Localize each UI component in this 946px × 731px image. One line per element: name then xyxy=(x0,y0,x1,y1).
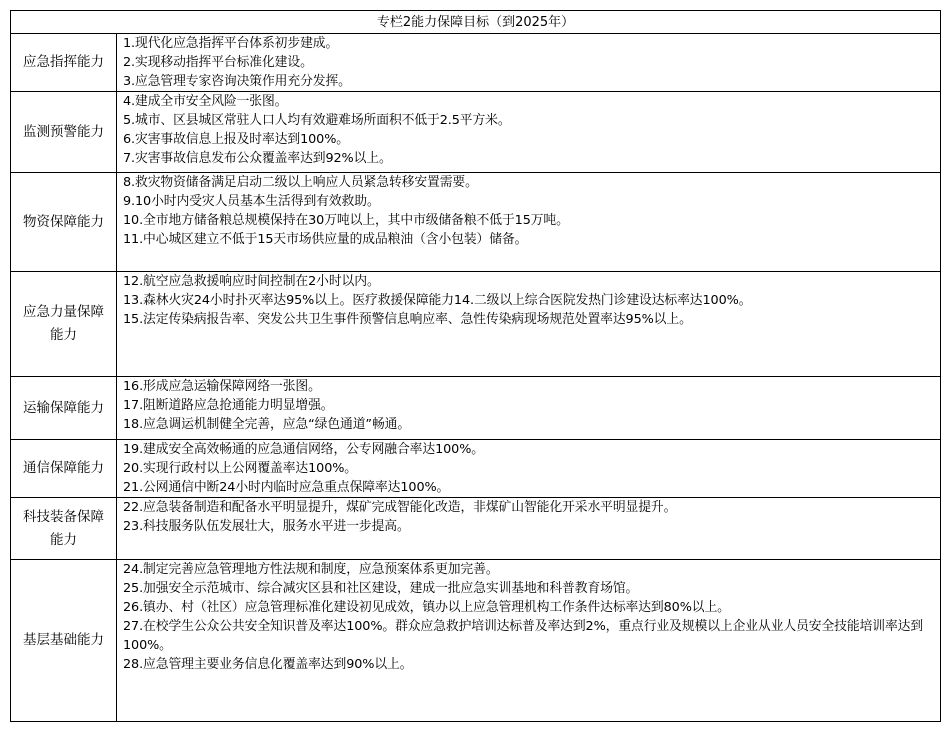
goal-item: 9.10小时内受灾人员基本生活得到有效救助。 xyxy=(123,194,380,209)
goal-item: 1.现代化应急指挥平台体系初步建成。 xyxy=(123,36,339,51)
table-row xyxy=(11,377,941,440)
category-label: 应急力量保障能力 xyxy=(23,304,104,343)
category-cell xyxy=(11,440,117,498)
category-cell xyxy=(11,560,117,722)
goal-item: 24.制定完善应急管理地方性法规和制度，应急预案体系更加完善。 xyxy=(123,562,499,577)
goal-item: 19.建成安全高效畅通的应急通信网络，公专网融合率达100%。 xyxy=(123,442,484,457)
items-cell xyxy=(117,92,941,173)
goal-item: 11.中心城区建立不低于15天市场供应量的成品粮油（含小包装）储备。 xyxy=(123,232,528,247)
goal-item: 3.应急管理专家咨询决策作用充分发挥。 xyxy=(123,74,351,89)
goal-item: 7.灾害事故信息发布公众覆盖率达到92%以上。 xyxy=(123,151,392,166)
goal-item: 28.应急管理主要业务信息化覆盖率达到90%以上。 xyxy=(123,657,413,672)
goal-item: 21.公网通信中断24小时内临时应急重点保障率达100%。 xyxy=(123,480,450,495)
goal-item: 22.应急装备制造和配备水平明显提升，煤矿完成智能化改造，非煤矿山智能化开采水平明显提升。 xyxy=(123,500,677,515)
items-cell xyxy=(117,272,941,377)
category-label: 监测预警能力 xyxy=(23,123,104,140)
category-label: 应急指挥能力 xyxy=(23,54,104,70)
goal-item: 4.建成全市安全风险一张图。 xyxy=(123,94,288,109)
goal-item: 2.实现移动指挥平台标准化建设。 xyxy=(123,55,313,70)
goal-item: 16.形成应急运输保障网络一张图。 xyxy=(123,379,321,394)
table-title: 专栏2能力保障目标（到2025年） xyxy=(11,11,941,34)
items-cell xyxy=(117,34,941,92)
goal-item: 25.加强安全示范城市、综合减灾区县和社区建设，建成一批应急实训基地和科普教育场馆。 xyxy=(123,581,639,596)
category-cell xyxy=(11,173,117,272)
table-row xyxy=(11,560,941,722)
category-cell xyxy=(11,272,117,377)
goal-item: 5.城市、区县城区常驻人口人均有效避难场所面积不低于2.5平方米。 xyxy=(123,113,511,128)
goal-item: 26.镇办、村（社区）应急管理标准化建设初见成效，镇办以上应急管理机构工作条件达标率达到80%以上。 xyxy=(123,600,730,615)
table-row xyxy=(11,92,941,173)
table-row xyxy=(11,272,941,377)
goal-item: 8.救灾物资储备满足启动二级以上响应人员紧急转移安置需要。 xyxy=(123,175,478,190)
goal-item: 23.科技服务队伍发展壮大，服务水平进一步提高。 xyxy=(123,519,410,534)
goal-item: 12.航空应急救援响应时间控制在2小时以内。 xyxy=(123,274,380,289)
goal-item: 6.灾害事故信息上报及时率达到100%。 xyxy=(123,132,349,147)
table-row xyxy=(11,34,941,92)
category-label: 科技装备保障能力 xyxy=(23,508,104,548)
category-cell xyxy=(11,92,117,173)
category-cell xyxy=(11,377,117,440)
items-cell xyxy=(117,173,941,272)
goal-item: 18.应急调运机制健全完善，应急“绿色通道”畅通。 xyxy=(123,417,411,432)
table-row xyxy=(11,498,941,560)
goal-item: 10.全市地方储备粮总规模保持在30万吨以上，其中市级储备粮不低于15万吨。 xyxy=(123,213,569,228)
items-cell xyxy=(117,440,941,498)
goal-item: 13.森林火灾24小时扑灭率达95%以上。医疗救援保障能力14.二级以上综合医院发热门诊建设达标率达100%。 xyxy=(123,293,752,308)
items-cell xyxy=(117,498,941,560)
table-row xyxy=(11,173,941,272)
category-label: 通信保障能力 xyxy=(23,460,104,476)
goal-item: 17.阻断道路应急抢通能力明显增强。 xyxy=(123,398,334,413)
goal-item: 27.在校学生公众公共安全知识普及率达100%。群众应急救护培训达标普及率达到2%，重点行业及规模以上企业从业人员安全技能培训率达到100%。 xyxy=(123,619,924,653)
category-label: 运输保障能力 xyxy=(23,399,104,416)
goal-item: 20.实现行政村以上公网覆盖率达100%。 xyxy=(123,461,357,476)
category-cell xyxy=(11,498,117,560)
items-cell xyxy=(117,560,941,722)
category-cell xyxy=(11,34,117,92)
category-label: 基层基础能力 xyxy=(23,632,104,648)
table-row xyxy=(11,440,941,498)
capability-goals-table xyxy=(10,10,941,722)
goal-item: 15.法定传染病报告率、突发公共卫生事件预警信息响应率、急性传染病现场规范处置率达95%以上。 xyxy=(123,312,692,327)
category-label: 物资保障能力 xyxy=(23,213,104,230)
items-cell xyxy=(117,377,941,440)
